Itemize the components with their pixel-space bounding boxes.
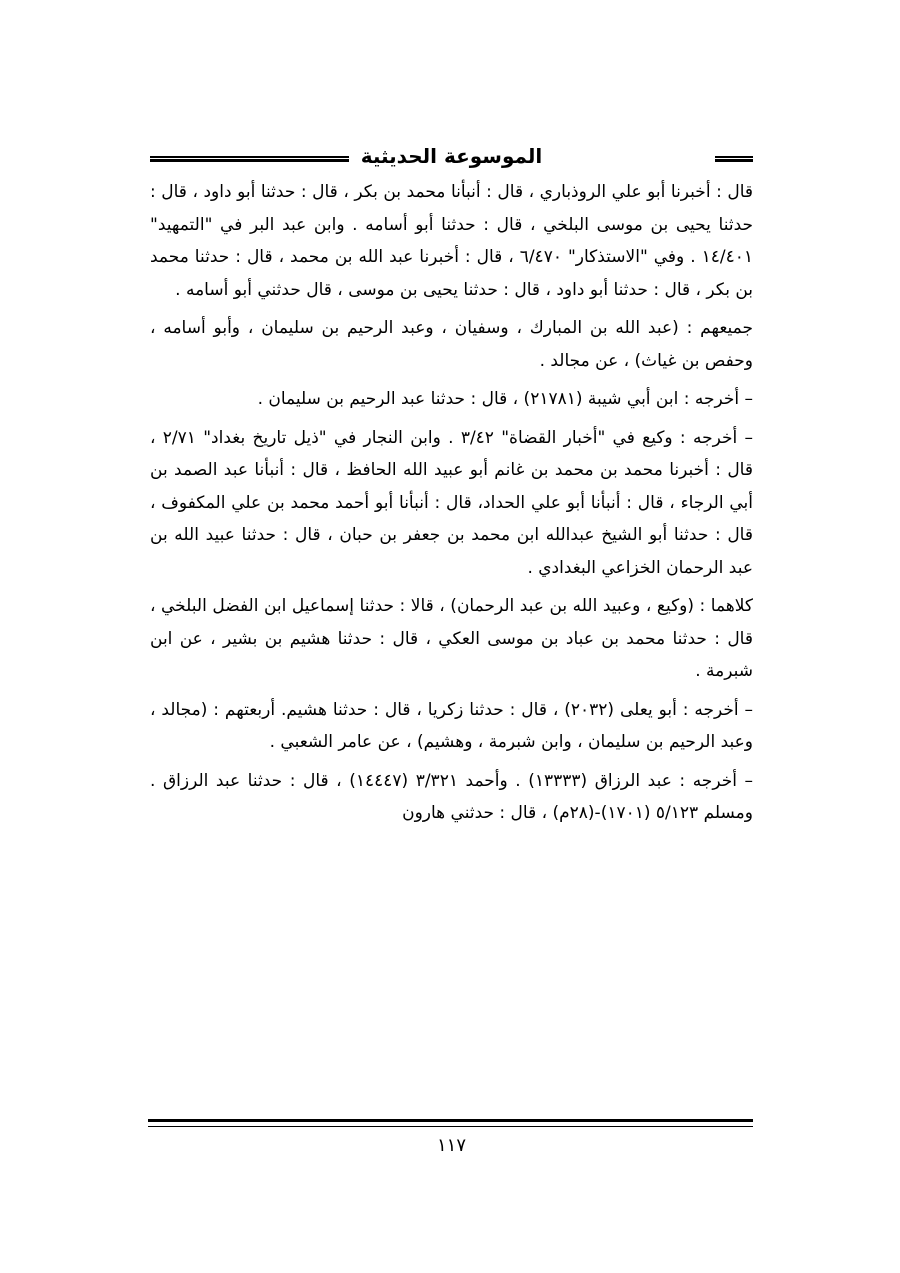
paragraph: – أخرجه : عبد الرزاق (١٣٣٣٣) . وأحمد ٣/٣٢١ (١٤٤٤٧) ، قال : حدثنا عبد الرزاق . ومسلم ٥/١٢٣ (١٧٠١)-(٢٨م) ، قال : حدثني هارون [150,770,753,823]
paragraph: – أخرجه : ابن أبي شيبة (٢١٧٨١) ، قال : حدثنا عبد الرحيم بن سليمان . [257,389,753,409]
page-number: ١١٧ [436,1135,466,1156]
paragraph: – أخرجه : وكيع في "أخبار القضاة" ٣/٤٢ . وابن النجار في "ذيل تاريخ بغداد" ٢/٧١ ، قال : أخبرنا محمد بن محمد بن غانم أبو عبيد الله الحافظ ، قال : أنبأنا عبد الصمد بن أبي الرجاء ، قال : أنبأنا أبو علي الحداد، قال : أنبأنا أبو أحمد محمد بن علي المكفوف ، قال : حدثنا أبو الشيخ عبدالله ابن محمد بن جعفر بن حبان ، قال : حدثنا عبيد الله بن عبد الرحمان الخزاعي البغدادي . [150,427,753,578]
paragraph: قال : أخبرنا أبو علي الروذباري ، قال : أنبأنا محمد بن بكر ، قال : حدثنا أبو داود ، قال : حدثنا يحيى بن موسى البلخي ، قال : حدثنا أبو أسامه . وابن عبد البر في "التمهيد" ١٤/٤٠١ . وفي "الاستذكار" ٦/٤٧٠ ، قال : أخبرنا عبد الله بن محمد ، قال : حدثنا محمد بن بكر ، قال : حدثنا أبو داود ، قال : حدثنا يحيى بن موسى ، قال حدثني أبو أسامه . [150,182,753,300]
footer-rule [148,1119,753,1127]
paragraph: جميعهم : (عبد الله بن المبارك ، وسفيان ، وعبد الرحيم بن سليمان ، وأبو أسامه ، وحفص بن غياث) ، عن مجالد . [150,318,753,371]
paragraph: – أخرجه : أبو يعلى (٢٠٣٢) ، قال : حدثنا زكريا ، قال : حدثنا هشيم. أربعتهم : (مجالد ، وعبد الرحيم بن سليمان ، وابن شبرمة ، وهشيم) ، عن عامر الشعبي . [150,699,753,752]
page-title-text: الموسوعة الحديثية [349,144,555,168]
page-title [150,143,753,169]
paragraph: كلاهما : (وكيع ، وعبيد الله بن عبد الرحمان) ، قالا : حدثنا إسماعيل ابن الفضل البلخي ، قال : حدثنا محمد بن عباد بن موسى العكي ، قال : حدثنا هشيم بن بشير ، عن ابن شبرمة . [150,596,753,681]
page-header [150,143,753,173]
body-text [150,176,753,836]
